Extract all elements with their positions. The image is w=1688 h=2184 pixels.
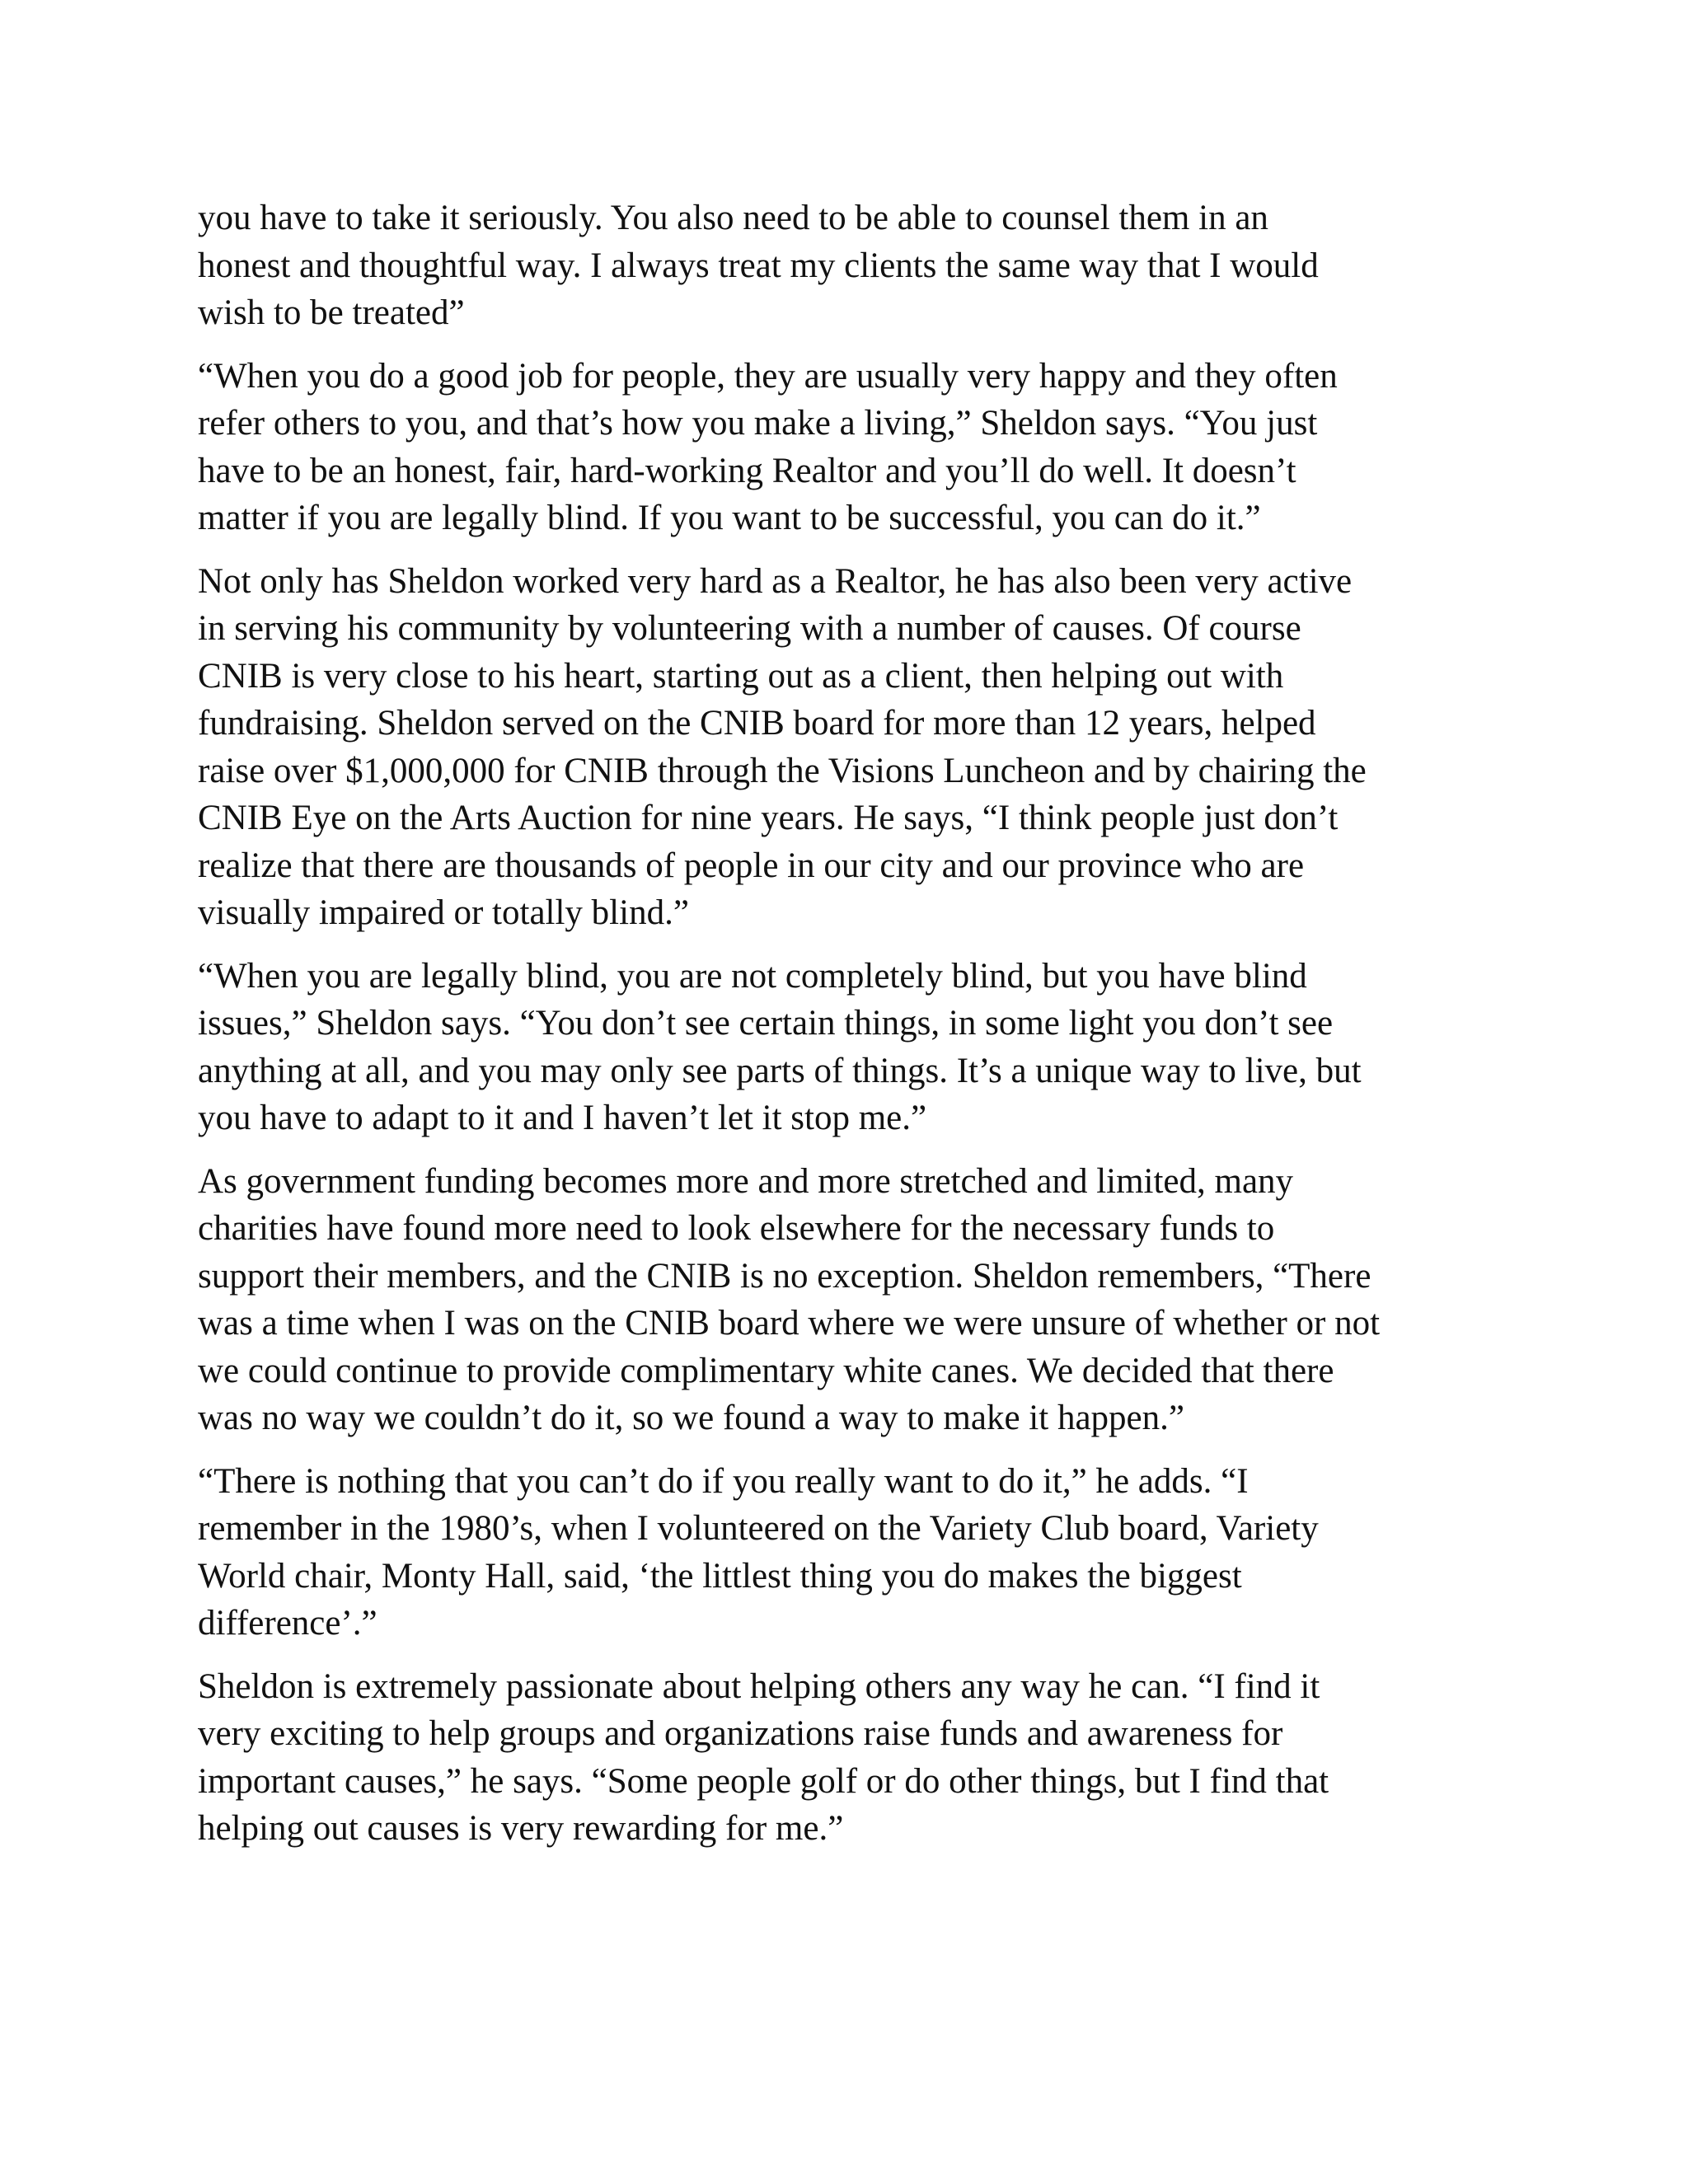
- text-line: important causes,” he says. “Some people golf or do other things, but I find that: [198, 1761, 1329, 1801]
- text-line: Not only has Sheldon worked very hard as a Realtor, he has also been very active: [198, 561, 1353, 601]
- text-line: realize that there are thousands of people in our city and our province who are: [198, 846, 1305, 885]
- text-line: have to be an honest, fair, hard-working Realtor and you’ll do well. It doesn’t: [198, 451, 1296, 490]
- text-line: refer others to you, and that’s how you make a living,” Sheldon says. “You just: [198, 404, 1318, 443]
- text-line: helping out causes is very rewarding for me.”: [198, 1809, 844, 1848]
- body-text: [198, 194, 1500, 1868]
- text-line: very exciting to help groups and organizations raise funds and awareness for: [198, 1714, 1283, 1753]
- text-line: World chair, Monty Hall, said, ‘the littlest thing you do makes the biggest: [198, 1556, 1242, 1596]
- text-line: we could continue to provide complimentary white canes. We decided that there: [198, 1351, 1334, 1390]
- text-line: was a time when I was on the CNIB board where we were unsure of whether or not: [198, 1304, 1381, 1343]
- text-line: was no way we couldn’t do it, so we found a way to make it happen.”: [198, 1399, 1184, 1437]
- text-line: CNIB is very close to his heart, starting out as a client, then helping out with: [198, 656, 1284, 696]
- text-line: “When you do a good job for people, they are usually very happy and they often: [198, 356, 1338, 396]
- text-line: matter if you are legally blind. If you want to be successful, you can do it.”: [198, 499, 1261, 537]
- text-line: visually impaired or totally blind.”: [198, 893, 689, 932]
- text-line: issues,” Sheldon says. “You don’t see certain things, in some light you don’t see: [198, 1004, 1334, 1043]
- paragraph: [198, 558, 1500, 937]
- text-line: “There is nothing that you can’t do if you really want to do it,” he adds. “I: [198, 1461, 1249, 1501]
- text-line: raise over $1,000,000 for CNIB through the Visions Luncheon and by chairing the: [198, 751, 1367, 790]
- paragraph: [198, 953, 1500, 1142]
- text-line: honest and thoughtful way. I always treat my clients the same way that I would: [198, 246, 1319, 285]
- text-line: remember in the 1980’s, when I volunteered on the Variety Club board, Variety: [198, 1509, 1319, 1548]
- text-line: Sheldon is extremely passionate about helping others any way he can. “I find it: [198, 1666, 1320, 1706]
- text-line: in serving his community by volunteering with a number of causes. Of course: [198, 609, 1301, 648]
- text-line: wish to be treated”: [198, 293, 465, 332]
- text-line: you have to adapt to it and I haven’t let it stop me.”: [198, 1099, 927, 1137]
- text-line: anything at all, and you may only see parts of things. It’s a unique way to live, but: [198, 1051, 1362, 1090]
- paragraph: [198, 1158, 1500, 1442]
- text-line: “When you are legally blind, you are not completely blind, but you have blind: [198, 956, 1307, 996]
- text-line: fundraising. Sheldon served on the CNIB board for more than 12 years, helped: [198, 704, 1316, 743]
- paragraph: [198, 1663, 1500, 1853]
- text-line: charities have found more need to look elsewhere for the necessary funds to: [198, 1209, 1275, 1248]
- paragraph: [198, 194, 1500, 337]
- text-line: you have to take it seriously. You also need to be able to counsel them in an: [198, 199, 1268, 237]
- text-line: support their members, and the CNIB is no exception. Sheldon remembers, “There: [198, 1256, 1372, 1296]
- paragraph: [198, 353, 1500, 542]
- paragraph: [198, 1458, 1500, 1647]
- text-line: CNIB Eye on the Arts Auction for nine years. He says, “I think people just don’t: [198, 799, 1339, 837]
- text-line: difference’.”: [198, 1604, 377, 1643]
- text-line: As government funding becomes more and more stretched and limited, many: [198, 1161, 1294, 1201]
